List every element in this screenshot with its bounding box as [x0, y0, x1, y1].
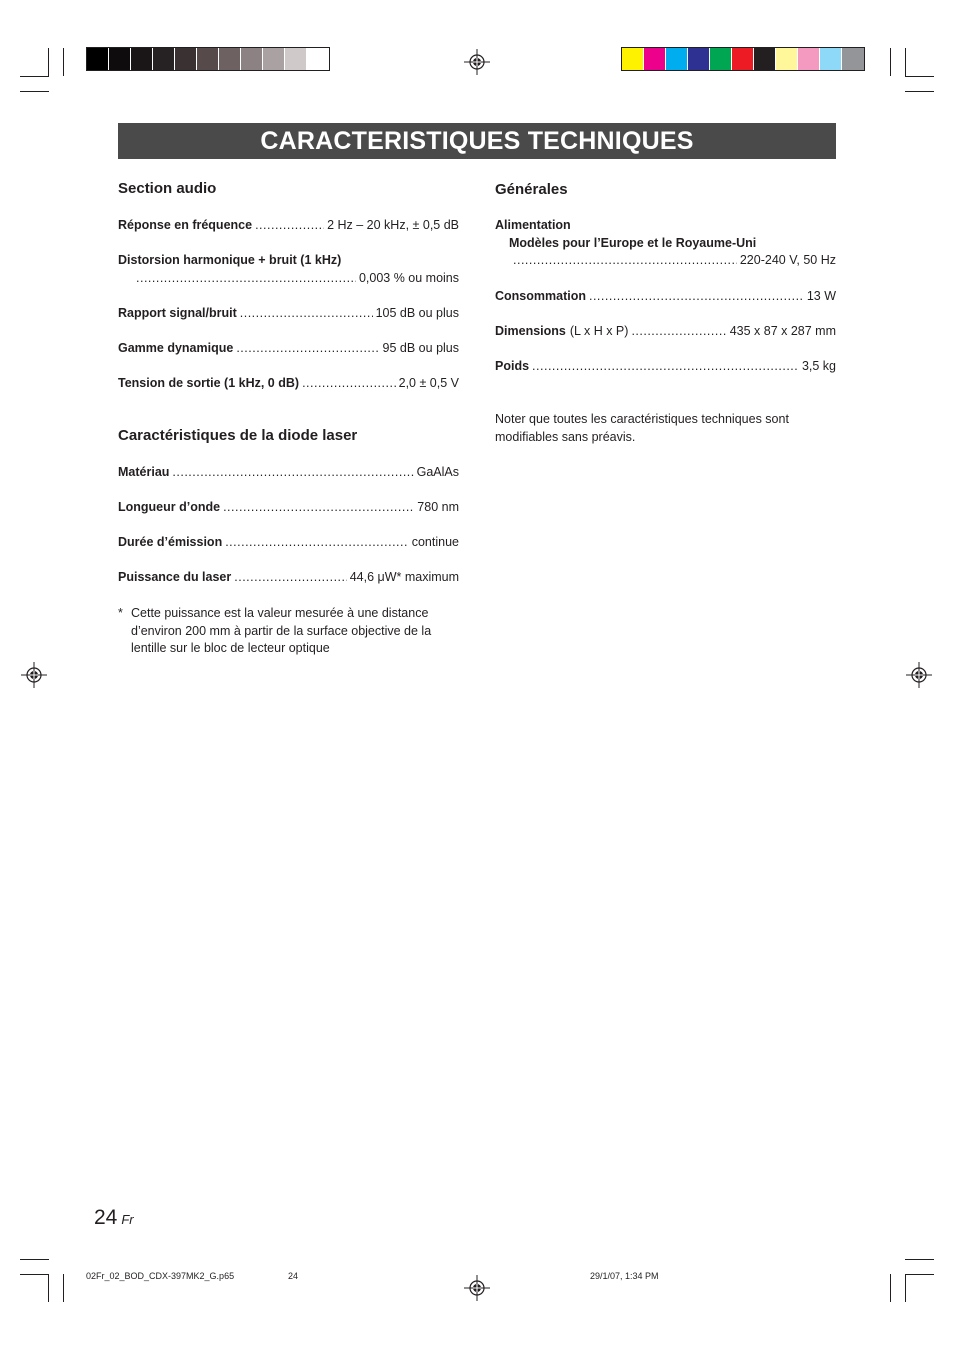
crop-mark [905, 91, 934, 92]
color-swatch [688, 48, 710, 70]
color-swatch [241, 48, 263, 70]
spec-row-material [118, 465, 459, 479]
spec-value: 780 nm [417, 500, 459, 514]
spec-label: Tension de sortie (1 kHz, 0 dB) [118, 376, 300, 390]
crop-mark [905, 76, 934, 77]
spec-sublabel: Modèles pour l’Europe et le Royaume-Uni [509, 236, 757, 250]
spec-row-power [513, 253, 836, 267]
crop-mark [905, 1259, 934, 1260]
spec-value: GaAlAs [416, 465, 459, 479]
spec-sublabel-row [509, 236, 756, 250]
crop-mark [20, 1274, 49, 1275]
spec-label-row [495, 218, 571, 232]
spec-label: Dimensions [495, 324, 566, 338]
color-swatch [153, 48, 175, 70]
dot-leader [255, 218, 324, 232]
footnote-text: Cette puissance est la valeur mesurée à une distance d’environ 200 mm à partir de la surface objective de la lentille sur le bloc de lecteur optique [131, 606, 432, 655]
crop-mark [905, 48, 906, 76]
spec-label: Matériau [118, 465, 170, 479]
spec-row-consumption [495, 289, 836, 303]
spec-value: 435 x 87 x 287 mm [729, 324, 836, 338]
spec-value: 13 W [806, 289, 836, 303]
color-bar [621, 47, 865, 71]
spec-value: 105 dB ou plus [375, 306, 459, 320]
color-swatch [285, 48, 307, 70]
crop-mark [48, 1274, 49, 1302]
color-swatch [87, 48, 109, 70]
section-laser-heading: Caractéristiques de la diode laser [118, 427, 358, 444]
page-number [94, 1206, 134, 1230]
section-general-heading: Générales [495, 181, 568, 198]
dot-leader [136, 271, 356, 285]
dot-leader [302, 376, 396, 390]
dot-leader [236, 341, 379, 355]
dot-leader [223, 500, 414, 514]
spec-row-output [118, 376, 459, 390]
spec-label: Réponse en fréquence [118, 218, 253, 232]
spec-row-dimensions [495, 324, 836, 338]
color-swatch [666, 48, 688, 70]
color-swatch [622, 48, 644, 70]
color-swatch [842, 48, 864, 70]
spec-row-thd [136, 271, 459, 285]
gray-scale-bar [86, 47, 330, 71]
dot-leader [631, 324, 726, 338]
spec-label: Distorsion harmonique + bruit (1 kHz) [118, 253, 342, 267]
spec-unit: (L x H x P) [569, 324, 629, 338]
crop-mark [20, 76, 49, 77]
dot-leader [172, 465, 413, 479]
registration-mark-icon [464, 49, 490, 75]
spec-row-wavelength [118, 500, 459, 514]
crop-mark [905, 1274, 934, 1275]
crop-mark [63, 1274, 64, 1302]
color-swatch [219, 48, 241, 70]
spec-row-duration [118, 535, 459, 549]
page-title: CARACTERISTIQUES TECHNIQUES [118, 123, 836, 159]
spec-value: 2,0 ± 0,5 V [398, 376, 459, 390]
footer-page: 24 [288, 1271, 299, 1281]
spec-row-weight [495, 359, 836, 373]
spec-value: 44,6 μW* maximum [349, 570, 459, 584]
dot-leader [225, 535, 409, 549]
footnote-mark: * [118, 606, 123, 620]
spec-label: Puissance du laser [118, 570, 232, 584]
crop-mark [48, 48, 49, 76]
color-swatch [732, 48, 754, 70]
color-swatch [197, 48, 219, 70]
spec-label: Longueur d’onde [118, 500, 221, 514]
color-swatch [644, 48, 666, 70]
page-language: Fr [121, 1212, 134, 1227]
page-number-value: 24 [94, 1206, 118, 1229]
spec-value: 220-240 V, 50 Hz [739, 253, 836, 267]
color-swatch [776, 48, 798, 70]
dot-leader [234, 570, 346, 584]
color-swatch [820, 48, 842, 70]
registration-mark-icon [21, 662, 47, 688]
spec-label: Durée d’émission [118, 535, 223, 549]
color-swatch [754, 48, 776, 70]
footer-file: 02Fr_02_BOD_CDX-397MK2_G.p65 [86, 1271, 235, 1281]
dot-leader [589, 289, 804, 303]
spec-label: Consommation [495, 289, 586, 303]
color-swatch [263, 48, 285, 70]
spec-label-row [118, 253, 341, 267]
spec-label: Poids [495, 359, 530, 373]
spec-label: Alimentation [495, 218, 571, 232]
dot-leader [532, 359, 799, 373]
dot-leader [513, 253, 737, 267]
registration-mark-icon [464, 1275, 490, 1301]
footer-date: 29/1/07, 1:34 PM [590, 1271, 659, 1281]
crop-mark [20, 1259, 49, 1260]
crop-mark [890, 1274, 891, 1302]
section-audio-heading: Section audio [118, 180, 217, 197]
spec-value: 0,003 % ou moins [358, 271, 459, 285]
color-swatch [307, 48, 329, 70]
registration-mark-icon [906, 662, 932, 688]
crop-mark [63, 48, 64, 76]
color-swatch [175, 48, 197, 70]
spec-value: 95 dB ou plus [382, 341, 459, 355]
spec-row-laser-power [118, 570, 459, 584]
spec-label: Gamme dynamique [118, 341, 234, 355]
color-swatch [109, 48, 131, 70]
color-swatch [710, 48, 732, 70]
color-swatch [131, 48, 153, 70]
dot-leader [240, 306, 373, 320]
crop-mark [905, 1274, 906, 1302]
spec-row-dynamic [118, 341, 459, 355]
spec-row-snr [118, 306, 459, 320]
spec-label: Rapport signal/bruit [118, 306, 237, 320]
spec-value: continue [411, 535, 459, 549]
spec-row-frequency [118, 218, 459, 232]
crop-mark [890, 48, 891, 76]
color-swatch [798, 48, 820, 70]
crop-mark [20, 91, 49, 92]
spec-value: 3,5 kg [801, 359, 836, 373]
spec-value: 2 Hz – 20 kHz, ± 0,5 dB [327, 218, 459, 232]
note-text: Noter que toutes les caractéristiques techniques sont modifiables sans préavis. [495, 412, 789, 444]
